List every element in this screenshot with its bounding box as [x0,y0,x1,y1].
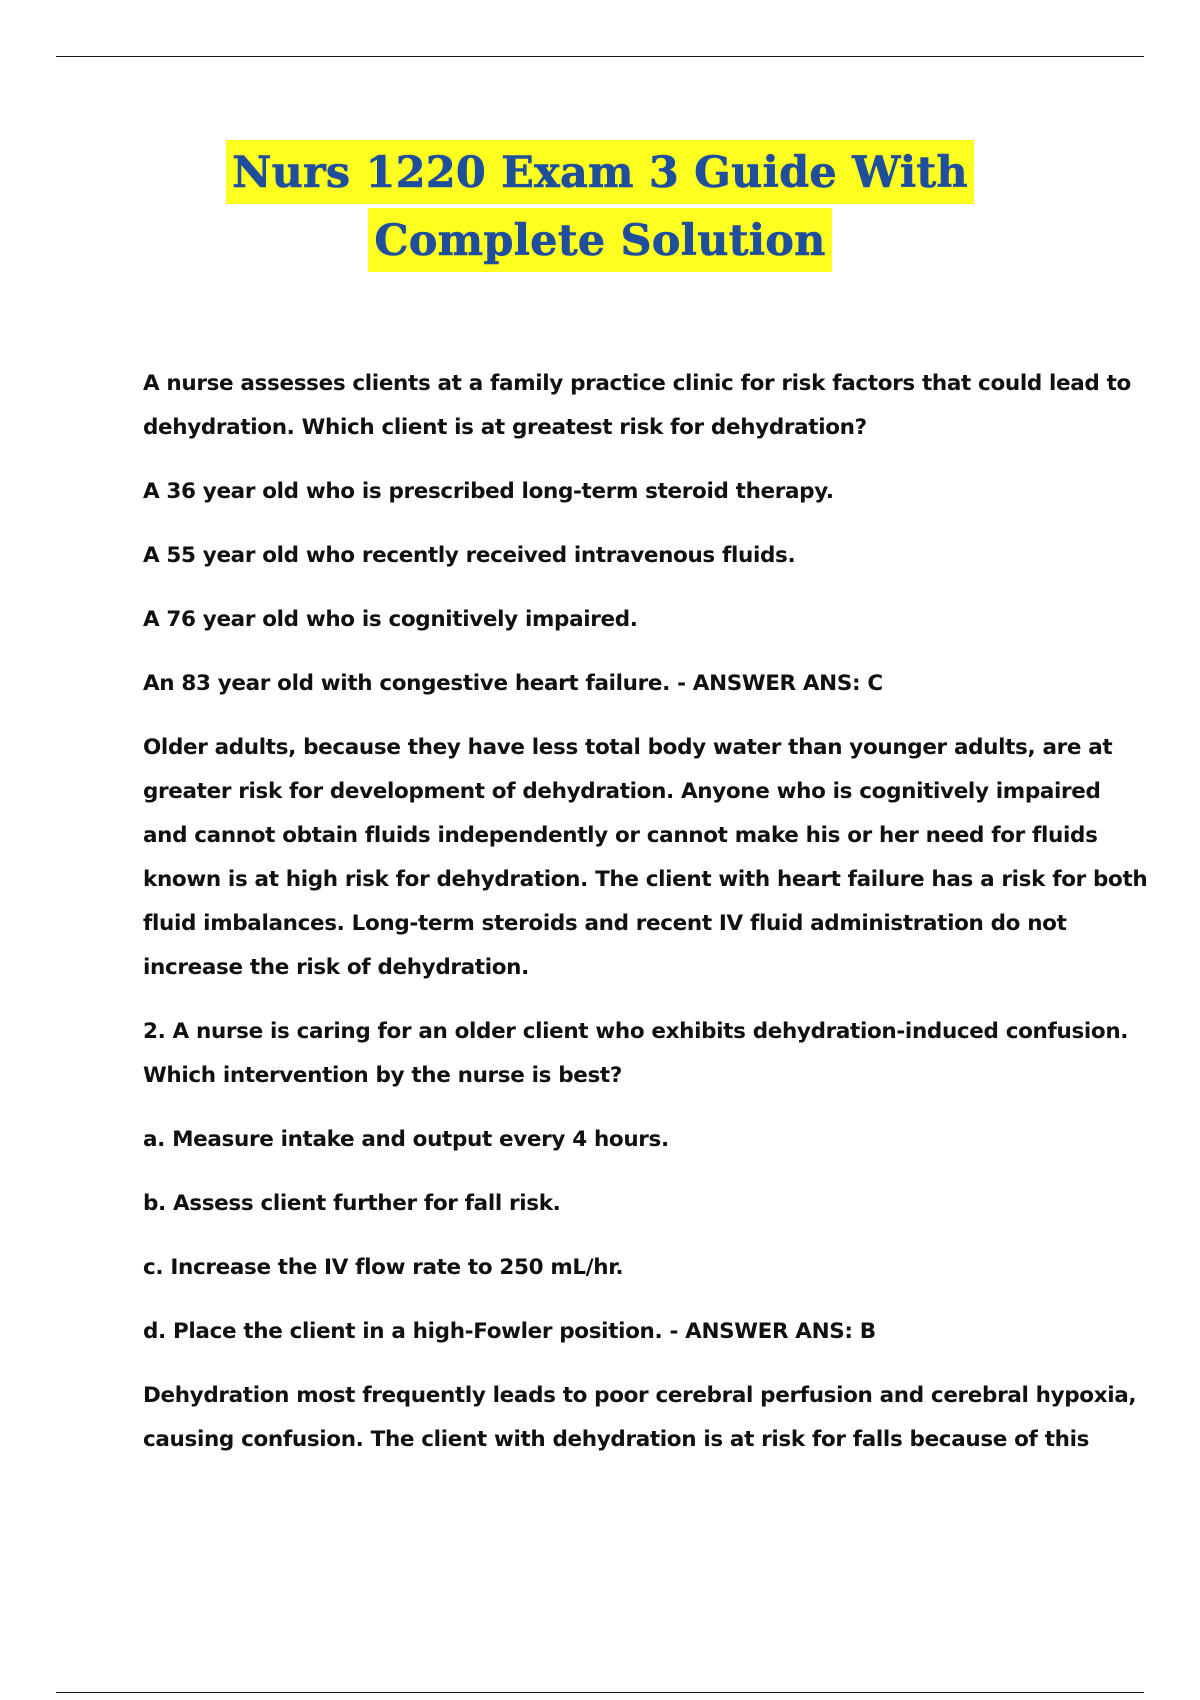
answer-option-with-answer: An 83 year old with congestive heart failure. - ANSWER ANS: C [143,671,883,696]
rationale-line: causing confusion. The client with dehydration is at risk for falls because of this [143,1427,1090,1452]
question-text-line: Which intervention by the nurse is best? [143,1063,622,1088]
question-text-line: dehydration. Which client is at greatest risk for dehydration? [143,415,867,440]
question-text-line: A nurse assesses clients at a family practice clinic for risk factors that could lead to [143,371,1131,396]
rationale-line: and cannot obtain fluids independently or cannot make his or her need for fluids [143,823,1098,848]
rationale-line: Dehydration most frequently leads to poor cerebral perfusion and cerebral hypoxia, [143,1383,1137,1408]
rationale-line: greater risk for development of dehydration. Anyone who is cognitively impaired [143,779,1101,804]
rationale-1 [143,726,1148,990]
question-2 [143,1010,1129,1098]
answer-option: b. Assess client further for fall risk. [143,1191,561,1216]
document-body [143,362,1148,1462]
rationale-line: fluid imbalances. Long-term steroids and recent IV fluid administration do not [143,911,1067,936]
answer-option-with-answer: d. Place the client in a high-Fowler position. - ANSWER ANS: B [143,1319,876,1344]
title-line-2: Complete Solution [368,208,831,272]
rationale-line: Older adults, because they have less total body water than younger adults, are at [143,735,1113,760]
answer-option: A 36 year old who is prescribed long-term steroid therapy. [143,479,834,504]
title-line-1: Nurs 1220 Exam 3 Guide With [226,140,974,204]
answer-option: A 55 year old who recently received intravenous fluids. [143,543,796,568]
rationale-2 [143,1374,1137,1462]
question-text-line: 2. A nurse is caring for an older client who exhibits dehydration-induced confusion. [143,1019,1129,1044]
top-rule [56,56,1144,57]
bottom-rule [56,1692,1144,1693]
document-title [0,140,1200,272]
answer-option: c. Increase the IV flow rate to 250 mL/hr. [143,1255,624,1280]
rationale-line: known is at high risk for dehydration. The client with heart failure has a risk for both [143,867,1148,892]
answer-option: A 76 year old who is cognitively impaired. [143,607,638,632]
question-1 [143,362,1131,450]
answer-option: a. Measure intake and output every 4 hours. [143,1127,669,1152]
rationale-line: increase the risk of dehydration. [143,955,529,980]
